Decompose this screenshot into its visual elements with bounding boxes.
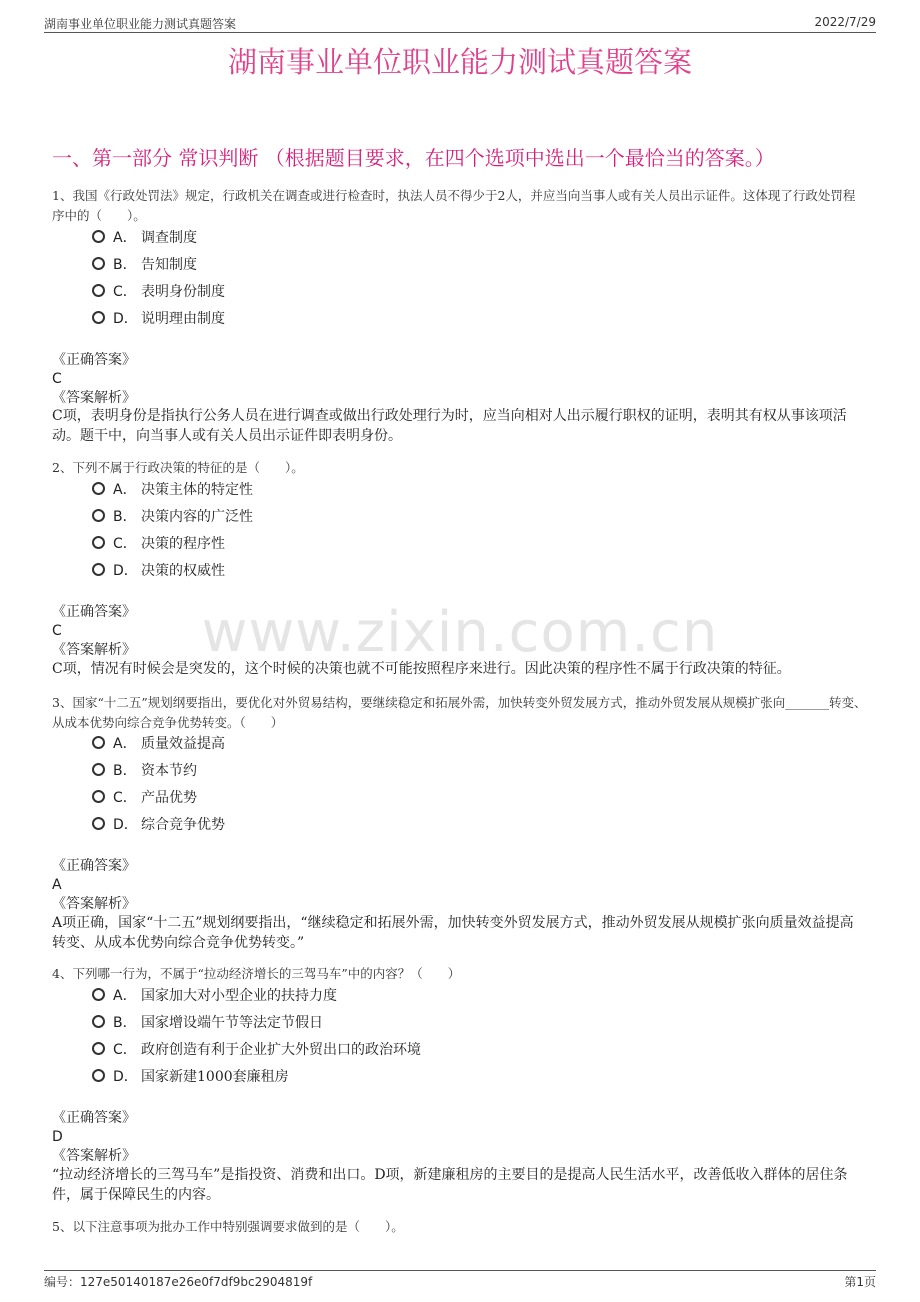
footer-page-number: 第1页 — [844, 1275, 876, 1289]
radio-icon[interactable] — [92, 817, 105, 830]
question-3-option-b[interactable]: B． 资本节约 — [92, 761, 197, 781]
radio-icon[interactable] — [92, 1042, 105, 1055]
analysis-label: 《答案解析》 — [52, 1148, 136, 1164]
question-3-option-d[interactable]: D． 综合竞争优势 — [92, 815, 225, 835]
question-2-option-d[interactable]: D． 决策的权威性 — [92, 561, 225, 581]
radio-icon[interactable] — [92, 790, 105, 803]
question-3-option-c[interactable]: C． 产品优势 — [92, 788, 197, 808]
header-date: 2022/7/29 — [814, 15, 876, 29]
radio-icon[interactable] — [92, 736, 105, 749]
radio-icon[interactable] — [92, 509, 105, 522]
question-1-option-b[interactable]: B． 告知制度 — [92, 255, 197, 275]
page-header — [44, 12, 876, 33]
question-4-option-c[interactable]: C． 政府创造有利于企业扩大外贸出口的政治环境 — [92, 1040, 421, 1060]
question-4-analysis: “拉动经济增长的三驾马车”是指投资、消费和出口。D项，新建廉租房的主要目的是提高人民生活水平，改善低收入群体的居住条件，属于保障民生的内容。 — [52, 1167, 848, 1203]
page-title: 湖南事业单位职业能力测试真题答案 — [227, 45, 692, 79]
answer-label: 《正确答案》 — [52, 604, 136, 620]
question-4-text: 4、下列哪一行为，不属于“拉动经济增长的三驾马车”中的内容？（ ） — [52, 966, 461, 981]
analysis-label: 《答案解析》 — [52, 642, 136, 658]
radio-icon[interactable] — [92, 311, 105, 324]
analysis-label: 《答案解析》 — [52, 390, 136, 406]
question-1-answer: C — [52, 371, 62, 387]
radio-icon[interactable] — [92, 988, 105, 1001]
question-5-text: 5、以下注意事项为批办工作中特别强调要求做到的是（ ）。 — [52, 1219, 404, 1234]
answer-label: 《正确答案》 — [52, 352, 136, 368]
radio-icon[interactable] — [92, 1015, 105, 1028]
radio-icon[interactable] — [92, 536, 105, 549]
question-2-option-c[interactable]: C． 决策的程序性 — [92, 534, 225, 554]
question-4-option-b[interactable]: B． 国家增设端午节等法定节假日 — [92, 1013, 323, 1033]
radio-icon[interactable] — [92, 482, 105, 495]
question-4-answer: D — [52, 1129, 63, 1145]
radio-icon[interactable] — [92, 1069, 105, 1082]
question-1-text: 1、我国《行政处罚法》规定，行政机关在调查或进行检查时，执法人员不得少于2人，并应当向当事人或有关人员出示证件。这体现了行政处罚程序中的（ ）。 — [52, 188, 856, 223]
radio-icon[interactable] — [92, 230, 105, 243]
question-3-answer: A — [52, 877, 62, 893]
question-2-text: 2、下列不属于行政决策的特征的是（ ）。 — [52, 460, 304, 475]
section-heading: 一、第一部分 常识判断 （根据题目要求，在四个选项中选出一个最恰当的答案。） — [52, 146, 775, 170]
radio-icon[interactable] — [92, 257, 105, 270]
question-2-option-b[interactable]: B． 决策内容的广泛性 — [92, 507, 253, 527]
question-3-text: 3、国家“十二五”规划纲要指出，要优化对外贸易结构，要继续稳定和拓展外需，加快转变外贸发展方式，推动外贸发展从规模扩张向_______转变、从成本优势向综合竞争优势转变。（ ） — [52, 695, 867, 730]
question-1-analysis: C项，表明身份是指执行公务人员在进行调查或做出行政处理行为时，应当向相对人出示履行职权的证明，表明其有权从事该项活动。题干中，向当事人或有关人员出示证件即表明身份。 — [52, 408, 847, 444]
radio-icon[interactable] — [92, 563, 105, 576]
question-3-option-a[interactable]: A． 质量效益提高 — [92, 734, 225, 754]
question-2-answer: C — [52, 623, 62, 639]
header-doc-title: 湖南事业单位职业能力测试真题答案 — [44, 17, 237, 31]
question-2-analysis: C项，情况有时候会是突发的，这个时候的决策也就不可能按照程序来进行。因此决策的程序性不属于行政决策的特征。 — [52, 661, 791, 677]
question-4-option-d[interactable]: D． 国家新建1000套廉租房 — [92, 1067, 289, 1087]
question-2-option-a[interactable]: A． 决策主体的特定性 — [92, 480, 253, 500]
footer-doc-number: 编号：127e50140187e26e0f7df9bc2904819f — [44, 1275, 313, 1289]
question-1-option-c[interactable]: C． 表明身份制度 — [92, 282, 225, 302]
watermark: www.zixin.com.cn — [201, 600, 719, 665]
radio-icon[interactable] — [92, 284, 105, 297]
answer-label: 《正确答案》 — [52, 858, 136, 874]
answer-label: 《正确答案》 — [52, 1110, 136, 1126]
analysis-label: 《答案解析》 — [52, 896, 136, 912]
question-1-option-a[interactable]: A． 调查制度 — [92, 228, 197, 248]
question-1-option-d[interactable]: D． 说明理由制度 — [92, 309, 225, 329]
question-3-analysis: A项正确，国家“十二五”规划纲要指出，“继续稳定和拓展外需，加快转变外贸发展方式，推动外贸发展从规模扩张向质量效益提高转变、从成本优势向综合竞争优势转变。” — [52, 915, 854, 951]
radio-icon[interactable] — [92, 763, 105, 776]
question-4-option-a[interactable]: A． 国家加大对小型企业的扶持力度 — [92, 986, 337, 1006]
page-footer — [44, 1270, 876, 1291]
